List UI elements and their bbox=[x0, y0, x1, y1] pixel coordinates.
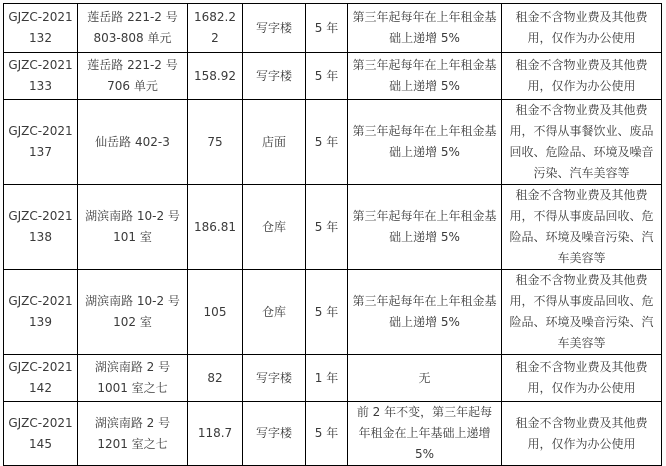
cell-project-id: GJZC-2021 137 bbox=[4, 100, 78, 185]
cell-address: 湖滨南路 2 号 1001 室之七 bbox=[78, 355, 188, 402]
cell-project-id: GJZC-2021 139 bbox=[4, 270, 78, 355]
cell-usage-restriction: 租金不含物业费及其他费用，仅作为办公使用 bbox=[502, 4, 662, 53]
cell-usage-restriction: 租金不含物业费及其他费用，仅作为办公使用 bbox=[502, 355, 662, 402]
cell-property-type: 写字楼 bbox=[243, 53, 306, 100]
cell-project-id: GJZC-2021 142 bbox=[4, 355, 78, 402]
cell-property-type: 店面 bbox=[243, 100, 306, 185]
cell-project-id: GJZC-2021 132 bbox=[4, 4, 78, 53]
cell-area: 158.92 bbox=[188, 53, 243, 100]
cell-lease-term: 5 年 bbox=[306, 53, 348, 100]
cell-usage-restriction: 租金不含物业费及其他费用，不得从事废品回收、危险品、环境及噪音污染、汽车美容等 bbox=[502, 185, 662, 270]
cell-project-id: GJZC-2021 133 bbox=[4, 53, 78, 100]
cell-area: 118.7 bbox=[188, 402, 243, 466]
cell-lease-term: 5 年 bbox=[306, 185, 348, 270]
cell-area: 105 bbox=[188, 270, 243, 355]
cell-address: 湖滨南路 10-2 号 102 室 bbox=[78, 270, 188, 355]
cell-lease-term: 5 年 bbox=[306, 270, 348, 355]
cell-property-type: 写字楼 bbox=[243, 402, 306, 466]
cell-property-type: 写字楼 bbox=[243, 4, 306, 53]
table-row bbox=[4, 402, 662, 466]
cell-rent-increase: 第三年起每年在上年租金基础上递增 5% bbox=[348, 185, 502, 270]
cell-rent-increase: 第三年起每年在上年租金基础上递增 5% bbox=[348, 4, 502, 53]
cell-project-id: GJZC-2021 145 bbox=[4, 402, 78, 466]
table-row bbox=[4, 355, 662, 402]
cell-project-id: GJZC-2021 138 bbox=[4, 185, 78, 270]
cell-address: 莲岳路 221-2 号 706 单元 bbox=[78, 53, 188, 100]
cell-lease-term: 5 年 bbox=[306, 100, 348, 185]
table-row bbox=[4, 100, 662, 185]
cell-rent-increase: 第三年起每年在上年租金基础上递增 5% bbox=[348, 53, 502, 100]
cell-address: 湖滨南路 2 号 1201 室之七 bbox=[78, 402, 188, 466]
table-row bbox=[4, 270, 662, 355]
cell-area: 82 bbox=[188, 355, 243, 402]
cell-rent-increase: 第三年起每年在上年租金基础上递增 5% bbox=[348, 100, 502, 185]
cell-rent-increase: 第三年起每年在上年租金基础上递增 5% bbox=[348, 270, 502, 355]
cell-address: 仙岳路 402-3 bbox=[78, 100, 188, 185]
table-row bbox=[4, 4, 662, 53]
cell-rent-increase: 前 2 年不变，第三年起每年租金在上年基础上递增 5% bbox=[348, 402, 502, 466]
cell-property-type: 写字楼 bbox=[243, 355, 306, 402]
cell-area: 1682.22 bbox=[188, 4, 243, 53]
cell-usage-restriction: 租金不含物业费及其他费用，不得从事餐饮业、废品回收、危险品、环境及噪音污染、汽车美容等 bbox=[502, 100, 662, 185]
table-row bbox=[4, 185, 662, 270]
cell-address: 莲岳路 221-2 号 803-808 单元 bbox=[78, 4, 188, 53]
cell-lease-term: 5 年 bbox=[306, 402, 348, 466]
cell-area: 75 bbox=[188, 100, 243, 185]
cell-area: 186.81 bbox=[188, 185, 243, 270]
cell-usage-restriction: 租金不含物业费及其他费用，仅作为办公使用 bbox=[502, 53, 662, 100]
table-row bbox=[4, 53, 662, 100]
cell-usage-restriction: 租金不含物业费及其他费用，仅作为办公使用 bbox=[502, 402, 662, 466]
cell-lease-term: 5 年 bbox=[306, 4, 348, 53]
cell-address: 湖滨南路 10-2 号 101 室 bbox=[78, 185, 188, 270]
cell-property-type: 仓库 bbox=[243, 185, 306, 270]
cell-lease-term: 1 年 bbox=[306, 355, 348, 402]
cell-property-type: 仓库 bbox=[243, 270, 306, 355]
lease-table bbox=[3, 3, 662, 466]
cell-usage-restriction: 租金不含物业费及其他费用，不得从事废品回收、危险品、环境及噪音污染、汽车美容等 bbox=[502, 270, 662, 355]
cell-rent-increase: 无 bbox=[348, 355, 502, 402]
